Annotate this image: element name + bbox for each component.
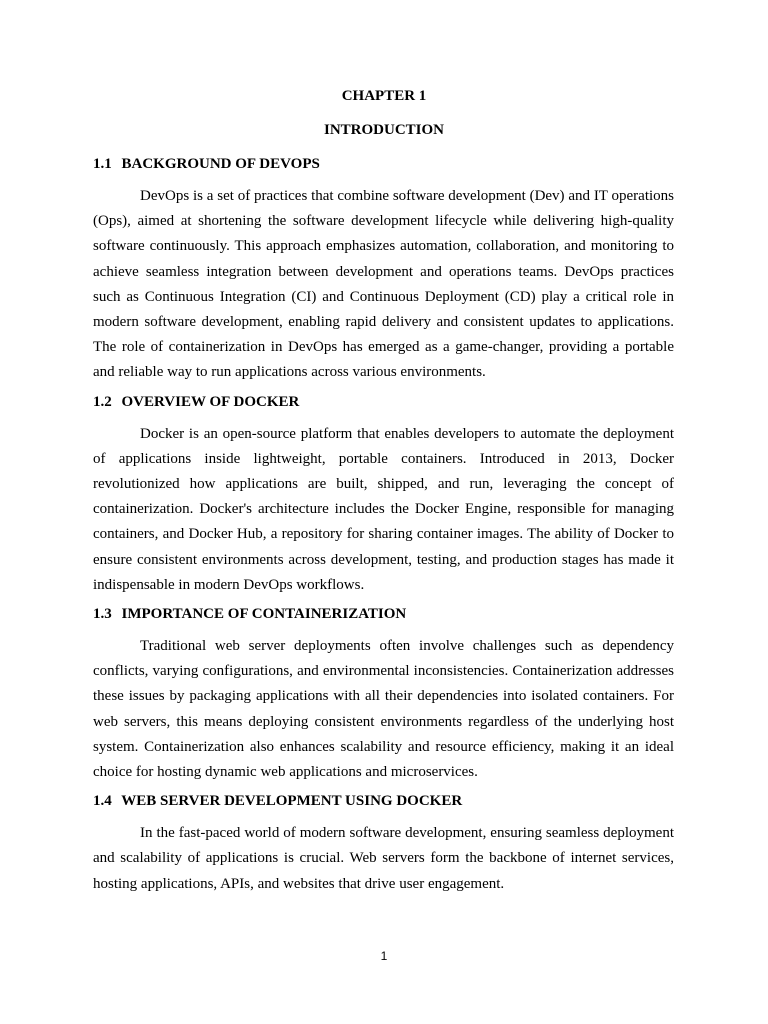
chapter-content bbox=[93, 155, 674, 896]
section-number: 1.1 bbox=[93, 156, 112, 172]
section-background-of-devops bbox=[93, 155, 674, 386]
section-number: 1.4 bbox=[93, 793, 112, 810]
section-title: WEB SERVER DEVELOPMENT USING DOCKER bbox=[121, 793, 463, 810]
section-title: OVERVIEW OF DOCKER bbox=[121, 393, 300, 410]
section-importance-of-containerization bbox=[93, 605, 674, 785]
section-number: 1.3 bbox=[93, 606, 112, 623]
section-overview-of-docker bbox=[93, 393, 674, 598]
section-paragraph: Traditional web server deployments often involve challenges such as dependency conflicts, varying configurations, and environmental inconsistencies. Containerization addresses these issues by packaging applications with all their dependencies into isolated containers. For web servers, this means deploying consistent environments regardless of the underlying host system. Containerization also enhances scalability and resource efficiency, making it an ideal choice for hosting dynamic web applications and microservices. bbox=[93, 638, 674, 781]
section-title: BACKGROUND OF DEVOPS bbox=[121, 156, 320, 172]
section-heading bbox=[93, 393, 674, 411]
page-number: 1 bbox=[380, 949, 388, 963]
section-web-server-development bbox=[93, 792, 674, 896]
section-heading bbox=[93, 605, 674, 623]
section-paragraph: Docker is an open-source platform that enables developers to automate the deployment of applications inside lightweight, portable containers. Introduced in 2013, Docker revolutionized how applications are built, shipped, and run, leveraging the concept of containerization. Docker's architecture includes the Docker Engine, responsible for managing containers, and Docker Hub, a repository for sharing container images. The ability of Docker to ensure consistent environments across development, testing, and production stages has made it indispensable in modern DevOps workflows. bbox=[93, 425, 674, 593]
section-paragraph: DevOps is a set of practices that combine software development (Dev) and IT operations (Ops), aimed at shortening the software development lifecycle while delivering high-quality software continuously. This approach emphasizes automation, collaboration, and monitoring to achieve seamless integration between development and operations teams. DevOps practices such as Continuous Integration (CI) and Continuous Deployment (CD) play a critical role in modern software development, enabling rapid delivery and consistent updates to applications. The role of containerization in DevOps has emerged as a game-changer, providing a portable and reliable way to run applications across various environments. bbox=[93, 188, 674, 381]
section-heading bbox=[93, 792, 674, 810]
section-heading bbox=[93, 155, 674, 173]
section-title: IMPORTANCE OF CONTAINERIZATION bbox=[121, 606, 407, 623]
chapter-title: INTRODUCTION bbox=[323, 122, 444, 138]
chapter-number: CHAPTER 1 bbox=[341, 88, 427, 104]
section-number: 1.2 bbox=[93, 393, 112, 410]
section-paragraph: In the fast-paced world of modern software development, ensuring seamless deployment and scalability of applications is crucial. Web servers form the backbone of internet services, hosting applications, APIs, and websites that drive user engagement. bbox=[93, 825, 674, 892]
